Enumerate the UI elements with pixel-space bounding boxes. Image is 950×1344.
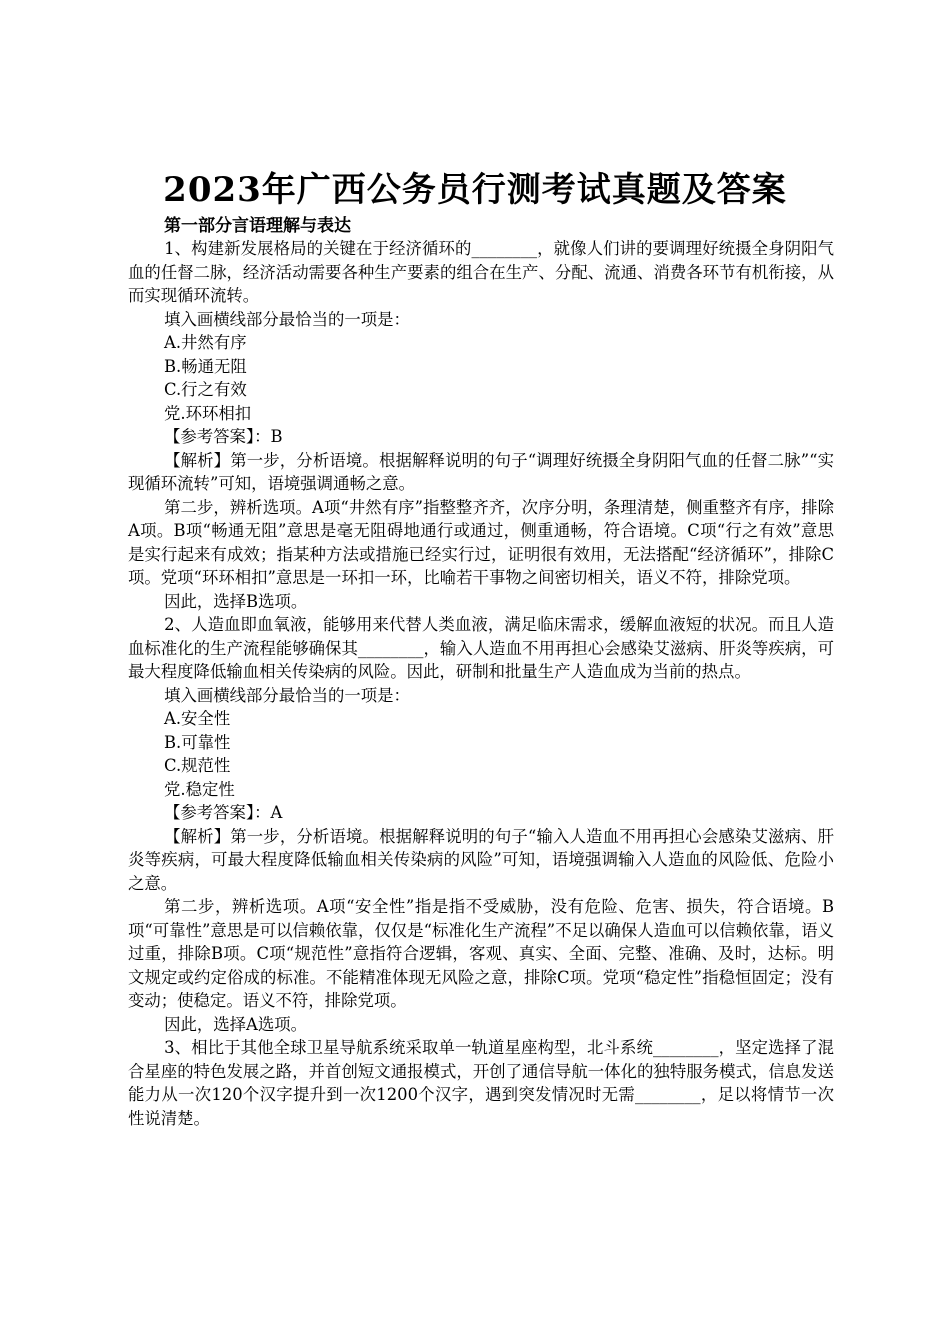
question-1-analysis-step-2: 第二步，辨析选项。A项“井然有序”指整整齐齐，次序分明，条理清楚，侧重整齐有序，排除A项。B项“畅通无阻”意思是毫无阻碍地通行或通过，侧重通畅，符合语境。C项“行之有效”意思是实行起来有成效；指某种方法或措施已经实行过，证明很有效用，无法搭配“经济循环”，排除C项。党项“环环相扣”意思是一环扣一环，比喻若干事物之间密切相关，语义不符，排除党项。	[128, 497, 834, 587]
question-2-option-b: B.可靠性	[164, 732, 231, 752]
question-2-option-d: 党.稳定性	[164, 779, 235, 799]
question-1-analysis-step-1: 【解析】第一步，分析语境。根据解释说明的句子“调理好统摄全身阴阳气血的任督二脉”“实现循环流转”可知，语境强调通畅之意。	[128, 450, 834, 493]
question-1-option-c: C.行之有效	[164, 380, 247, 399]
question-2-answer: 【参考答案】：A	[164, 803, 283, 822]
question-2-analysis-step-2: 第二步，辨析选项。A项“安全性”指是指不受威胁，没有危险、危害、损失，符合语境。B项“可靠性”意思是可以信赖依靠，仅仅是“标准化生产流程”不足以确保人造血可以信赖依靠，语义过重，排除B项。C项“规范性”意指符合逻辑，客观、真实、全面、完整、准确、及时，达标。明文规定或约定俗成的标准。不能精准体现无风险之意，排除C项。党项“稳定性”指稳恒固定；没有变动；使稳定。语义不符，排除党项。	[128, 897, 834, 1010]
question-2-prompt: 填入画横线部分最恰当的一项是：	[164, 685, 410, 705]
question-1-option-b: B.畅通无阻	[164, 356, 247, 376]
question-2-conclusion: 因此，选择A选项。	[164, 1014, 308, 1034]
section-title: 第一部分言语理解与表达	[164, 216, 351, 236]
question-2-option-c: C.规范性	[164, 756, 231, 775]
question-2-analysis-step-1: 【解析】第一步，分析语境。根据解释说明的句子“输入人造血不用再担心会感染艾滋病、肝炎等疾病，可最大程度降低输血相关传染病的风险”可知，语境强调输入人造血的风险低、危险小之意。	[128, 826, 834, 893]
question-1-conclusion: 因此，选择B选项。	[164, 591, 308, 611]
document-body	[128, 237, 834, 1130]
question-1-stem: 1、构建新发展格局的关键在于经济循环的________，就像人们讲的要调理好统摄全身阴阳气血的任督二脉，经济活动需要各种生产要素的组合在生产、分配、流通、消费各环节有机衔接，从而实现循环流转。	[128, 239, 834, 305]
question-1-option-a: A.井然有序	[164, 333, 247, 352]
question-1-prompt: 填入画横线部分最恰当的一项是：	[164, 309, 410, 329]
question-2-stem: 2、人造血即血氧液，能够用来代替人类血液，满足临床需求，缓解血液短的状况。而且人造血标准化的生产流程能够确保其________，输入人造血不用再担心会感染艾滋病、肝炎等疾病，可最大程度降低输血相关传染病的风险。因此，研制和批量生产人造血成为当前的热点。	[128, 615, 834, 681]
question-1-answer: 【参考答案】：B	[164, 427, 283, 446]
question-3-stem: 3、相比于其他全球卫星导航系统采取单一轨道星座构型，北斗系统________，坚定选择了混合星座的特色发展之路，并首创短文通报模式，开创了通信导航一体化的独特服务模式，信息发送能力从一次120个汉字提升到一次1200个汉字，遇到突发情况时无需________，足以将情节一次性说清楚。	[128, 1038, 834, 1128]
document-title: 2023年广西公务员行测考试真题及答案	[163, 170, 787, 210]
question-2-option-a: A.安全性	[164, 709, 231, 728]
question-1-option-d: 党.环环相扣	[164, 403, 252, 423]
